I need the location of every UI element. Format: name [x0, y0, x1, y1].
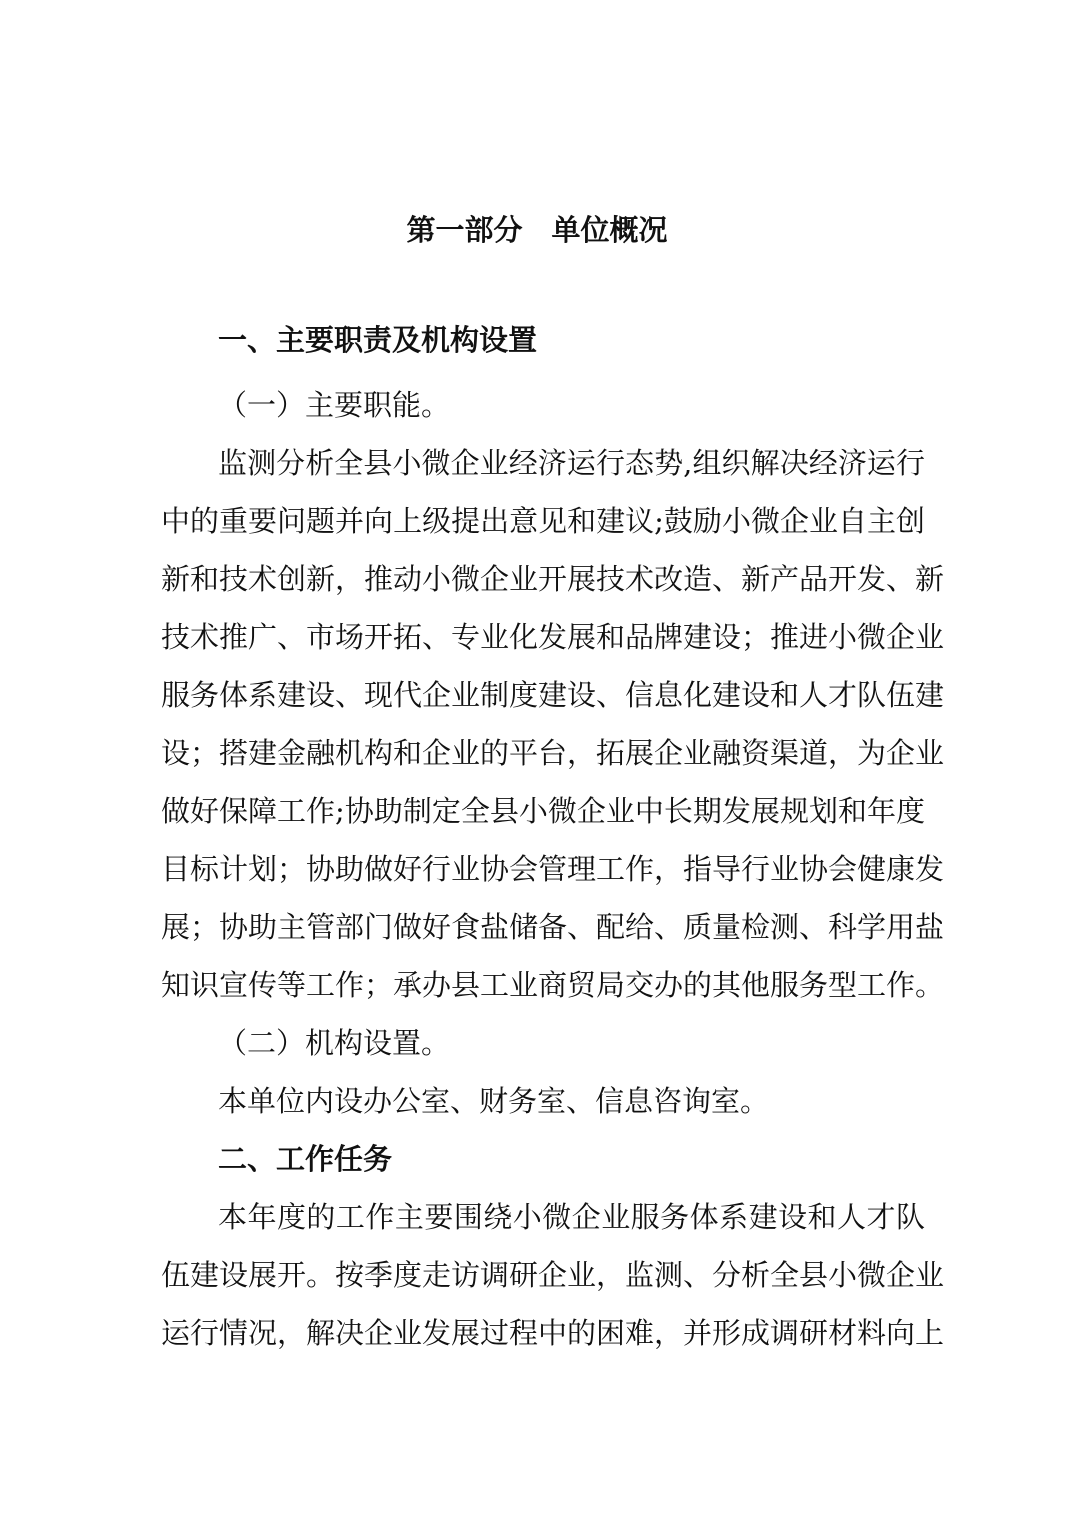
task-line-3: 运行情况，解决企业发展过程中的困难，并形成调研材料向上: [161, 1316, 945, 1350]
task-line-1: 本年度的工作主要围绕小微企业服务体系建设和人才队: [218, 1200, 925, 1234]
duties-line-4: 技术推广、市场开拓、专业化发展和品牌建设；推进小微企业: [161, 620, 945, 654]
task-line-2: 伍建设展开。按季度走访调研企业，监测、分析全县小微企业: [161, 1258, 945, 1292]
section1-heading: 一、主要职责及机构设置: [218, 323, 538, 357]
structure-text: 本单位内设办公室、财务室、信息咨询室。: [218, 1084, 770, 1118]
duties-line-5: 服务体系建设、现代企业制度建设、信息化建设和人才队伍建: [161, 678, 945, 712]
duties-line-8: 目标计划；协助做好行业协会管理工作，指导行业协会健康发: [161, 852, 945, 886]
duties-line-6: 设；搭建金融机构和企业的平台，拓展企业融资渠道，为企业: [161, 736, 945, 770]
duties-line-10: 知识宣传等工作；承办县工业商贸局交办的其他服务型工作。: [161, 968, 945, 1002]
part-title: 第一部分 单位概况: [406, 213, 668, 247]
duties-line-3: 新和技术创新，推动小微企业开展技术改造、新产品开发、新: [161, 562, 945, 596]
sub1-heading: （一）主要职能。: [218, 388, 451, 422]
duties-line-2: 中的重要问题并向上级提出意见和建议;鼓励小微企业自主创: [161, 504, 925, 538]
section2-heading: 二、工作任务: [218, 1142, 393, 1176]
duties-line-7: 做好保障工作;协助制定全县小微企业中长期发展规划和年度: [161, 794, 925, 828]
duties-line-9: 展；协助主管部门做好食盐储备、配给、质量检测、科学用盐: [161, 910, 945, 944]
duties-line-1: 监测分析全县小微企业经济运行态势,组织解决经济运行: [218, 446, 925, 480]
sub2-heading: （二）机构设置。: [218, 1026, 451, 1060]
